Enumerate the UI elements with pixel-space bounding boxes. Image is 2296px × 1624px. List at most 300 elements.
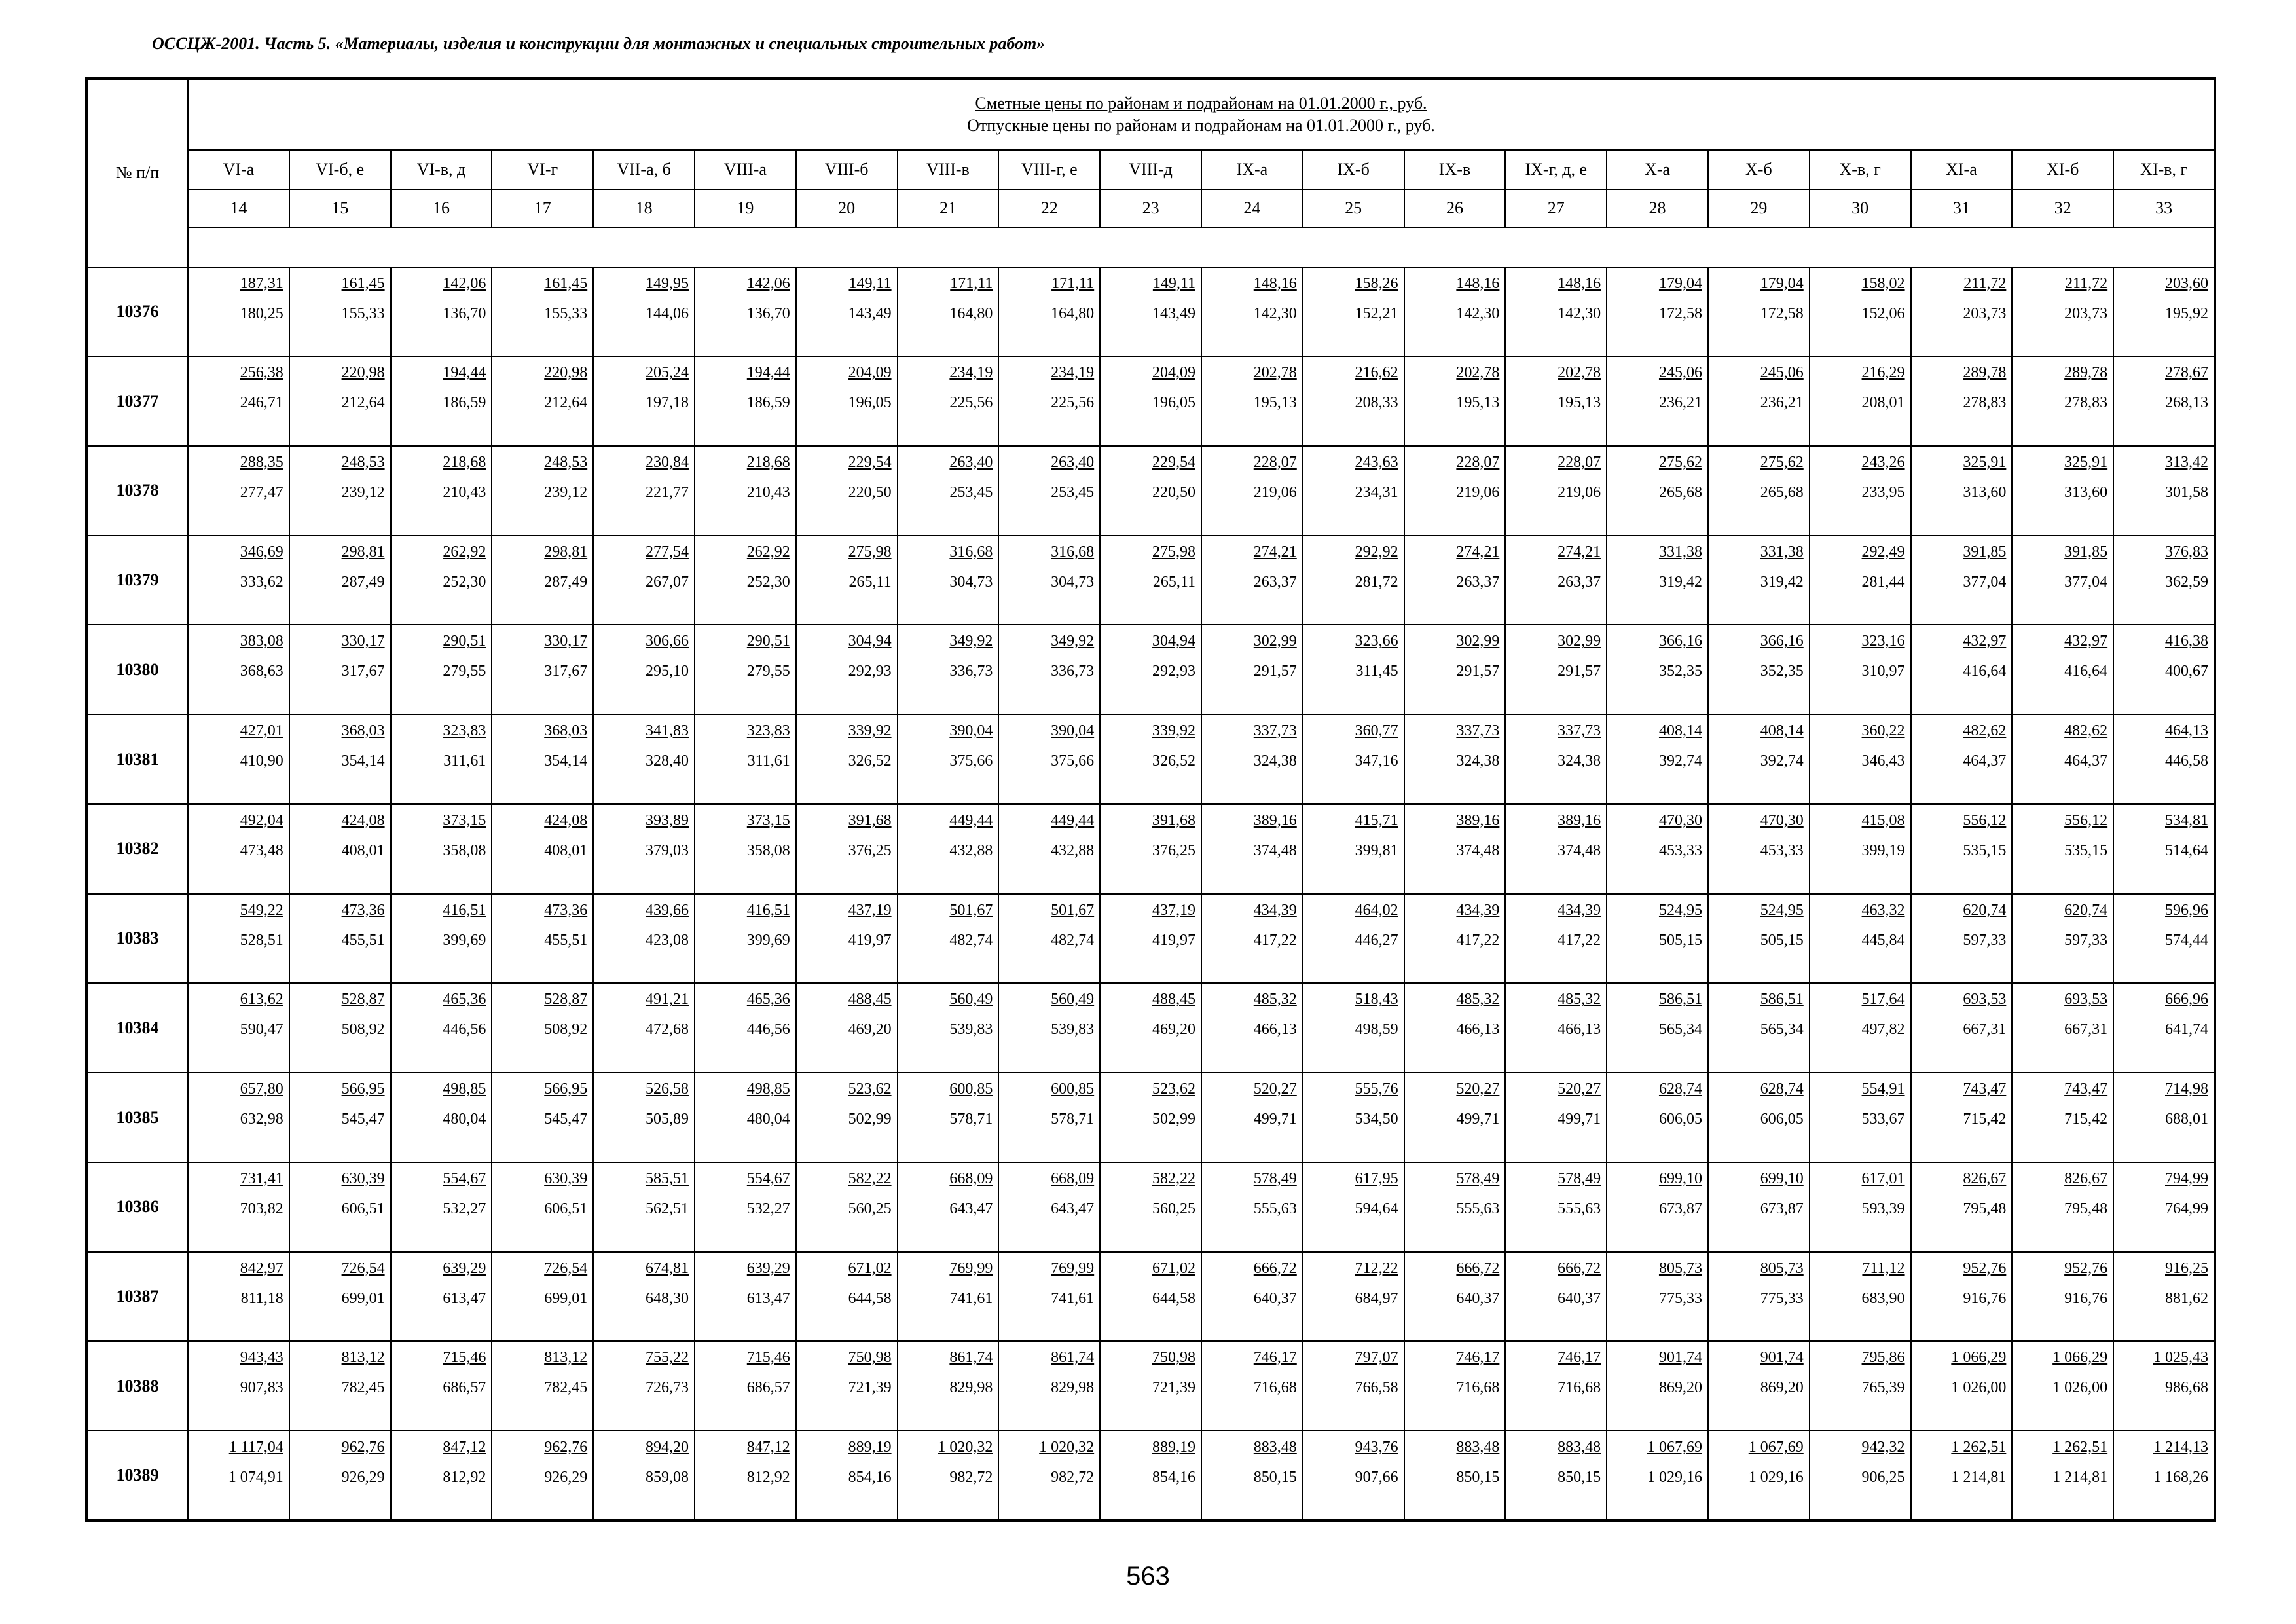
estimate-price: 847,12	[746, 1439, 790, 1456]
release-price: 1 029,16	[1647, 1469, 1702, 1486]
price-cell	[1201, 625, 1303, 714]
release-price: 640,37	[1253, 1289, 1297, 1307]
price-cell	[188, 536, 289, 625]
release-price: 597,33	[2064, 931, 2108, 949]
release-price: 287,49	[544, 573, 588, 591]
release-price: 326,52	[848, 752, 892, 770]
estimate-price: 366,16	[1658, 633, 1702, 650]
release-price: 313,60	[1963, 484, 2007, 502]
column-number: 29	[1708, 189, 1810, 227]
estimate-price: 337,73	[1456, 722, 1500, 740]
price-cell	[391, 894, 492, 984]
column-number: 33	[2113, 189, 2215, 227]
release-price: 376,25	[848, 841, 892, 859]
district-header: IX-а	[1201, 150, 1303, 189]
estimate-price: 204,09	[1152, 364, 1195, 382]
estimate-price: 578,49	[1558, 1170, 1601, 1187]
table-row	[86, 804, 2215, 894]
price-cell	[188, 1162, 289, 1252]
column-number: 28	[1607, 189, 1708, 227]
estimate-price: 416,51	[746, 901, 790, 919]
release-price: 466,13	[1558, 1021, 1601, 1039]
price-cell	[1303, 1431, 1404, 1521]
release-price: 986,68	[2165, 1379, 2208, 1397]
release-price: 482,74	[949, 931, 993, 949]
release-price: 482,74	[1051, 931, 1095, 949]
estimate-price: 331,38	[1760, 543, 1804, 561]
release-price: 195,13	[1558, 394, 1601, 412]
price-cell	[1911, 625, 2013, 714]
release-price: 419,97	[1152, 931, 1195, 949]
release-price: 375,66	[1051, 752, 1095, 770]
release-price: 505,89	[645, 1111, 689, 1128]
release-price: 352,35	[1658, 663, 1702, 680]
estimate-price: 600,85	[949, 1080, 993, 1098]
estimate-price: 262,92	[746, 543, 790, 561]
price-cell	[2113, 1162, 2215, 1252]
price-cell	[1708, 1341, 1810, 1431]
district-header: XI-в, г	[2113, 150, 2215, 189]
estimate-price: 582,22	[848, 1170, 892, 1187]
estimate-price: 316,68	[949, 543, 993, 561]
estimate-price: 349,92	[949, 633, 993, 650]
release-price: 926,29	[544, 1469, 588, 1486]
price-cell	[1201, 894, 1303, 984]
price-cell	[2113, 1431, 2215, 1521]
price-cell	[492, 894, 593, 984]
release-price: 765,39	[1861, 1379, 1905, 1397]
table-row	[86, 1431, 2215, 1521]
release-price: 455,51	[341, 931, 385, 949]
price-cell	[492, 625, 593, 714]
price-cell	[1810, 536, 1911, 625]
price-cell	[1404, 1341, 1506, 1431]
price-cell	[1505, 894, 1607, 984]
price-cell	[2012, 983, 2113, 1073]
price-cell	[695, 267, 796, 357]
price-cell	[898, 446, 999, 536]
estimate-price: 408,14	[1760, 722, 1804, 740]
release-price: 499,71	[1253, 1111, 1297, 1128]
price-cell	[1100, 625, 1201, 714]
release-price: 291,57	[1253, 663, 1297, 680]
release-price: 311,61	[443, 752, 486, 770]
estimate-price: 668,09	[1051, 1170, 1095, 1187]
price-cell	[1810, 983, 1911, 1073]
price-cell	[695, 1162, 796, 1252]
estimate-price: 750,98	[1152, 1349, 1195, 1367]
price-cell	[695, 356, 796, 446]
price-cell	[998, 446, 1100, 536]
price-cell	[695, 804, 796, 894]
price-cell	[1100, 1162, 1201, 1252]
estimate-price: 861,74	[1051, 1349, 1095, 1367]
release-price: 408,01	[341, 841, 385, 859]
estimate-price: 1 214,13	[2153, 1439, 2208, 1456]
estimate-price: 434,39	[1456, 901, 1500, 919]
estimate-price: 302,99	[1253, 633, 1297, 650]
price-cell	[1607, 894, 1708, 984]
estimate-price: 746,17	[1558, 1349, 1601, 1367]
estimate-price: 337,73	[1558, 722, 1601, 740]
estimate-price: 628,74	[1658, 1080, 1702, 1098]
estimate-price: 883,48	[1456, 1439, 1500, 1456]
estimate-price: 746,17	[1253, 1349, 1297, 1367]
district-header: VI-б, е	[289, 150, 391, 189]
release-price: 812,92	[746, 1469, 790, 1486]
price-cell	[1708, 1073, 1810, 1162]
row-number: 10382	[86, 804, 188, 894]
price-cell	[898, 356, 999, 446]
price-cell	[492, 1252, 593, 1342]
price-cell	[1911, 1341, 2013, 1431]
price-cell	[1201, 983, 1303, 1073]
price-cell	[2113, 1073, 2215, 1162]
estimate-price: 161,45	[544, 274, 588, 292]
estimate-price: 518,43	[1355, 991, 1398, 1008]
price-cell	[492, 1341, 593, 1431]
release-price: 829,98	[949, 1379, 993, 1397]
estimate-price: 349,92	[1051, 633, 1095, 650]
price-cell	[391, 1162, 492, 1252]
release-price: 203,73	[1963, 304, 2007, 322]
release-price: 916,76	[1963, 1289, 2007, 1307]
release-price: 446,56	[746, 1021, 790, 1039]
estimate-price: 714,98	[2165, 1080, 2208, 1098]
estimate-price: 889,19	[848, 1439, 892, 1456]
release-price: 304,73	[949, 573, 993, 591]
table-row	[86, 536, 2215, 625]
price-cell	[1505, 625, 1607, 714]
column-number: 17	[492, 189, 593, 227]
price-cell	[998, 1162, 1100, 1252]
price-cell	[492, 714, 593, 804]
release-price: 368,63	[240, 663, 283, 680]
price-cell	[1708, 714, 1810, 804]
estimate-price: 797,07	[1355, 1349, 1398, 1367]
release-price: 416,64	[1963, 663, 2007, 680]
estimate-price: 523,62	[848, 1080, 892, 1098]
price-cell	[998, 1252, 1100, 1342]
estimate-price: 187,31	[240, 274, 283, 292]
district-header: X-а	[1607, 150, 1708, 189]
estimate-price: 323,83	[443, 722, 486, 740]
price-cell	[1303, 714, 1404, 804]
release-price: 208,01	[1861, 394, 1905, 412]
estimate-price: 962,76	[341, 1439, 385, 1456]
release-price: 455,51	[544, 931, 588, 949]
estimate-price: 1 262,51	[2052, 1439, 2108, 1456]
estimate-price: 393,89	[645, 811, 689, 829]
release-price: 225,56	[949, 394, 993, 412]
price-cell	[1100, 1073, 1201, 1162]
caption-row	[86, 79, 2215, 150]
price-cell	[1201, 1162, 1303, 1252]
release-price: 432,88	[949, 841, 993, 859]
release-price: 613,47	[443, 1289, 486, 1307]
release-price: 497,82	[1861, 1021, 1905, 1039]
price-cell	[998, 625, 1100, 714]
release-price: 354,14	[341, 752, 385, 770]
price-cell	[796, 804, 898, 894]
estimate-price: 439,66	[645, 901, 689, 919]
release-price: 640,37	[1456, 1289, 1500, 1307]
release-price: 684,97	[1355, 1289, 1398, 1307]
estimate-price: 482,62	[2064, 722, 2108, 740]
price-cell	[1404, 1431, 1506, 1521]
price-cell	[796, 536, 898, 625]
release-price: 326,52	[1152, 752, 1195, 770]
estimate-price: 330,17	[544, 633, 588, 650]
estimate-price: 620,74	[1963, 901, 2007, 919]
price-cell	[1607, 983, 1708, 1073]
estimate-price: 962,76	[544, 1439, 588, 1456]
price-cell	[1505, 267, 1607, 357]
price-cell	[898, 1162, 999, 1252]
release-price: 152,21	[1355, 304, 1398, 322]
release-price: 172,58	[1760, 304, 1804, 322]
release-price: 1 074,91	[228, 1469, 283, 1486]
row-number: 10379	[86, 536, 188, 625]
estimate-price: 628,74	[1760, 1080, 1804, 1098]
estimate-price: 171,11	[950, 274, 993, 292]
release-price: 703,82	[240, 1200, 283, 1217]
price-cell	[1201, 356, 1303, 446]
num-header: № п/п	[86, 79, 188, 267]
release-price: 829,98	[1051, 1379, 1095, 1397]
estimate-price: 943,43	[240, 1349, 283, 1367]
estimate-price: 437,19	[1152, 901, 1195, 919]
price-cell	[1201, 1341, 1303, 1431]
district-header: IX-г, д, е	[1505, 150, 1607, 189]
table-row	[86, 714, 2215, 804]
price-cell	[1201, 267, 1303, 357]
price-cell	[188, 267, 289, 357]
release-price: 136,70	[443, 304, 486, 322]
estimate-price: 158,26	[1355, 274, 1398, 292]
estimate-price: 275,98	[1152, 543, 1195, 561]
estimate-price: 755,22	[645, 1349, 689, 1367]
estimate-price: 769,99	[1051, 1259, 1095, 1277]
price-cell	[492, 1073, 593, 1162]
estimate-price: 657,80	[240, 1080, 283, 1098]
release-price: 782,45	[341, 1379, 385, 1397]
release-price: 869,20	[1658, 1379, 1702, 1397]
table-row	[86, 894, 2215, 984]
estimate-price: 368,03	[341, 722, 385, 740]
price-cell	[695, 714, 796, 804]
row-number: 10381	[86, 714, 188, 804]
estimate-price: 229,54	[848, 454, 892, 471]
estimate-price: 498,85	[443, 1080, 486, 1098]
estimate-price: 517,64	[1861, 991, 1905, 1008]
release-price: 1 029,16	[1748, 1469, 1804, 1486]
release-price: 210,43	[443, 484, 486, 502]
estimate-price: 256,38	[240, 364, 283, 382]
column-number: 14	[188, 189, 289, 227]
release-price: 644,58	[1152, 1289, 1195, 1307]
column-number: 24	[1201, 189, 1303, 227]
release-price: 377,04	[1963, 573, 2007, 591]
release-price: 376,25	[1152, 841, 1195, 859]
price-cell	[998, 1431, 1100, 1521]
district-header: VIII-д	[1100, 150, 1201, 189]
estimate-price: 211,72	[1963, 274, 2007, 292]
release-price: 210,43	[746, 484, 790, 502]
price-cell	[1404, 1162, 1506, 1252]
estimate-price: 847,12	[443, 1439, 486, 1456]
estimate-price: 216,29	[1861, 364, 1905, 382]
price-cell	[695, 446, 796, 536]
estimate-price: 501,67	[949, 901, 993, 919]
estimate-price: 389,16	[1253, 811, 1297, 829]
price-cell	[1303, 983, 1404, 1073]
release-price: 221,77	[645, 484, 689, 502]
table-row	[86, 1073, 2215, 1162]
price-cell	[1303, 1252, 1404, 1342]
price-cell	[1708, 1162, 1810, 1252]
price-cell	[898, 267, 999, 357]
price-cell	[2113, 267, 2215, 357]
estimate-price: 711,12	[1862, 1259, 1905, 1277]
estimate-price: 290,51	[443, 633, 486, 650]
release-price: 239,12	[341, 484, 385, 502]
release-price: 324,38	[1558, 752, 1601, 770]
estimate-price: 586,51	[1760, 991, 1804, 1008]
estimate-price: 262,92	[443, 543, 486, 561]
price-cell	[188, 446, 289, 536]
estimate-price: 1 020,32	[938, 1439, 993, 1456]
price-cell	[289, 983, 391, 1073]
estimate-price: 485,32	[1456, 991, 1500, 1008]
release-price: 464,37	[1963, 752, 2007, 770]
release-price: 502,99	[848, 1111, 892, 1128]
price-cell	[1911, 804, 2013, 894]
release-price: 533,67	[1861, 1111, 1905, 1128]
price-cell	[1911, 1073, 2013, 1162]
release-price: 417,22	[1456, 931, 1500, 949]
estimate-price: 245,06	[1760, 364, 1804, 382]
release-price: 142,30	[1253, 304, 1297, 322]
price-cell	[1505, 804, 1607, 894]
estimate-price: 488,45	[1152, 991, 1195, 1008]
estimate-price: 337,73	[1253, 722, 1297, 740]
estimate-price: 149,11	[848, 274, 892, 292]
estimate-price: 161,45	[341, 274, 385, 292]
release-price: 252,30	[443, 573, 486, 591]
release-price: 292,93	[848, 663, 892, 680]
estimate-price: 526,58	[645, 1080, 689, 1098]
price-cell	[1911, 267, 2013, 357]
estimate-price: 699,10	[1658, 1170, 1702, 1187]
estimate-price: 566,95	[544, 1080, 588, 1098]
estimate-price: 693,53	[1963, 991, 2007, 1008]
price-cell	[1607, 536, 1708, 625]
row-number: 10389	[86, 1431, 188, 1521]
price-cell	[2113, 983, 2215, 1073]
release-price: 279,55	[443, 663, 486, 680]
price-cell	[1607, 625, 1708, 714]
release-price: 683,90	[1861, 1289, 1905, 1307]
price-cell	[2012, 804, 2113, 894]
column-number: 27	[1505, 189, 1607, 227]
estimate-price: 275,62	[1760, 454, 1804, 471]
price-cell	[1911, 714, 2013, 804]
price-cell	[898, 804, 999, 894]
price-cell	[1810, 714, 1911, 804]
estimate-price: 750,98	[848, 1349, 892, 1367]
price-cell	[1303, 446, 1404, 536]
release-price: 850,15	[1253, 1469, 1297, 1486]
release-price: 795,48	[2064, 1200, 2108, 1217]
estimate-price: 243,63	[1355, 454, 1398, 471]
estimate-price: 916,25	[2165, 1259, 2208, 1277]
release-price: 643,47	[1051, 1200, 1095, 1217]
release-price: 399,69	[746, 931, 790, 949]
release-price: 417,22	[1558, 931, 1601, 949]
release-price: 304,73	[1051, 573, 1095, 591]
district-header-row	[86, 150, 2215, 189]
estimate-price: 578,49	[1253, 1170, 1297, 1187]
estimate-price: 491,21	[645, 991, 689, 1008]
price-cell	[1708, 1252, 1810, 1342]
release-price: 279,55	[746, 663, 790, 680]
release-price: 775,33	[1658, 1289, 1702, 1307]
district-header: VII-а, б	[593, 150, 695, 189]
price-cell	[1505, 536, 1607, 625]
price-cell	[391, 625, 492, 714]
price-cell	[1911, 894, 2013, 984]
release-price: 640,37	[1558, 1289, 1601, 1307]
estimate-price: 289,78	[1963, 364, 2007, 382]
release-price: 741,61	[949, 1289, 993, 1307]
price-cell	[391, 804, 492, 894]
district-header: VI-в, д	[391, 150, 492, 189]
release-price: 648,30	[645, 1289, 689, 1307]
release-price: 374,48	[1253, 841, 1297, 859]
price-cell	[796, 894, 898, 984]
release-price: 324,38	[1456, 752, 1500, 770]
estimate-price: 158,02	[1861, 274, 1905, 292]
estimate-price: 1 066,29	[1951, 1349, 2007, 1367]
estimate-price: 715,46	[746, 1349, 790, 1367]
release-price: 144,06	[645, 304, 689, 322]
estimate-price: 465,36	[746, 991, 790, 1008]
price-cell	[391, 714, 492, 804]
estimate-price: 292,49	[1861, 543, 1905, 561]
price-cell	[1810, 1162, 1911, 1252]
estimate-price: 323,66	[1355, 633, 1398, 650]
estimate-price: 376,83	[2165, 543, 2208, 561]
price-cell	[998, 804, 1100, 894]
price-cell	[593, 536, 695, 625]
release-price: 1 214,81	[2052, 1469, 2108, 1486]
price-cell	[593, 356, 695, 446]
price-cell	[1100, 804, 1201, 894]
estimate-price: 554,67	[746, 1170, 790, 1187]
price-cell	[1708, 894, 1810, 984]
release-price: 292,93	[1152, 663, 1195, 680]
price-cell	[2113, 446, 2215, 536]
release-price: 498,59	[1355, 1021, 1398, 1039]
price-cell	[1810, 1431, 1911, 1521]
release-price: 219,06	[1558, 484, 1601, 502]
estimate-price: 743,47	[2064, 1080, 2108, 1098]
price-cell	[1810, 356, 1911, 446]
release-price: 721,39	[1152, 1379, 1195, 1397]
release-price: 399,19	[1861, 841, 1905, 859]
column-number-row	[86, 189, 2215, 227]
